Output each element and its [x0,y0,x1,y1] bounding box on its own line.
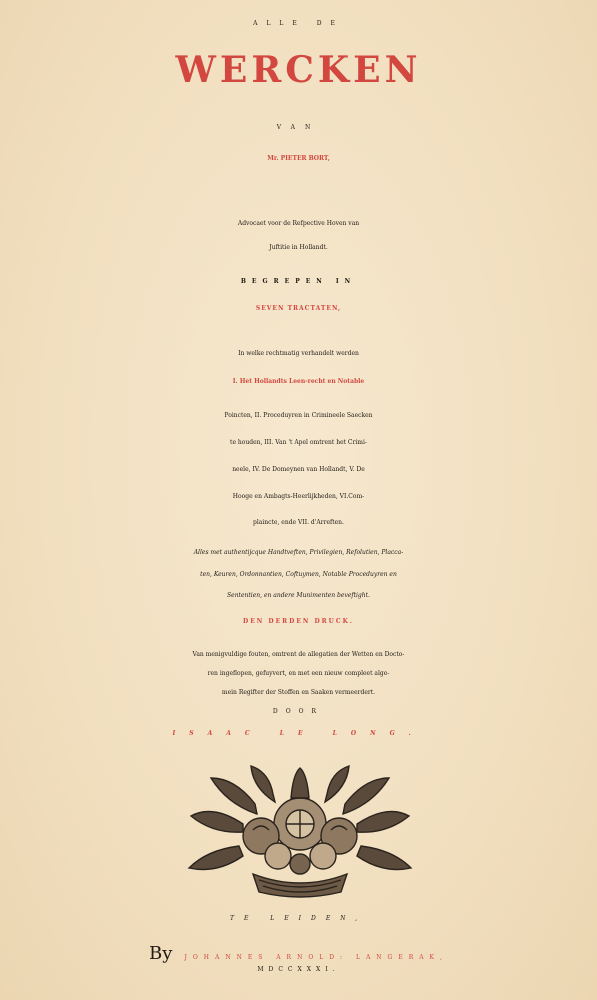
contents-line-3: te houden, III. Van 't Apel omtrent het Crimi- [230,439,367,446]
contents-line-5: Hooge en Ambagts-Heerlijkheden, VI.Com- [232,493,365,500]
author-name: Mr. PIETER BORT, [267,155,330,162]
seven-tractaten: SEVEN TRACTATEN, [255,305,342,312]
author-title-line-2: Juftitie in Hollandt. [269,244,328,251]
begrepen-in: BEGREPEN IN [240,278,357,285]
publisher-name: JOHANNES ARNOLD: LANGERAK, [184,954,448,961]
contents-line-2: Poincten, II. Proceduyren in Crimineele Saecken [224,412,373,419]
contents-line-4: neele, IV. De Domeynen van Hollandt, V. De [232,466,365,473]
heading-alle-de: ALLE DE [253,20,344,27]
alles-line-1: Alles met authentijcque Handtveften, Privilegien, Refolutien, Placca- [193,549,404,556]
fruit-basket-vignette-icon [183,764,417,900]
place-line: TE LEIDEN, [230,915,367,922]
heading-wercken: WERCKEN [175,49,422,91]
alles-line-2: ten, Keuren, Ordonnantien, Coftuymen, Notable Proceduyren en [200,571,397,578]
editor-name: ISAAC LE LONG. [172,730,425,737]
edition-note-2: ren ingeflopen, gefuyvert, en met een nieuw compleet alge- [207,670,390,677]
alles-line-3: Sententien, en andere Munimenten beveftight. [227,592,370,599]
contents-line-6: plaincte, ende VII. d'Arreften. [253,519,344,526]
publisher-line [0,943,597,964]
door-label: DOOR [272,708,325,715]
author-title-line-1: Advocaet voor de Refpective Hoven van [237,220,360,227]
publisher-by: By [149,943,173,964]
edition-line: DEN DERDEN DRUCK. [243,618,354,625]
edition-note-1: Van menigvuldige fouten, omtrent de allegatien der Wetten en Docto- [192,651,405,658]
contents-line-1: I. Het Hollandts Leen-recht en Notable [232,378,365,385]
intro-line: In welke rechtmatig verhandelt werden [238,350,359,357]
heading-van: VAN [276,124,321,131]
publication-year: MDCCXXXI. [257,966,340,973]
edition-note-3: mein Regifter der Stoffen en Saaken vermeerdert. [221,689,376,696]
